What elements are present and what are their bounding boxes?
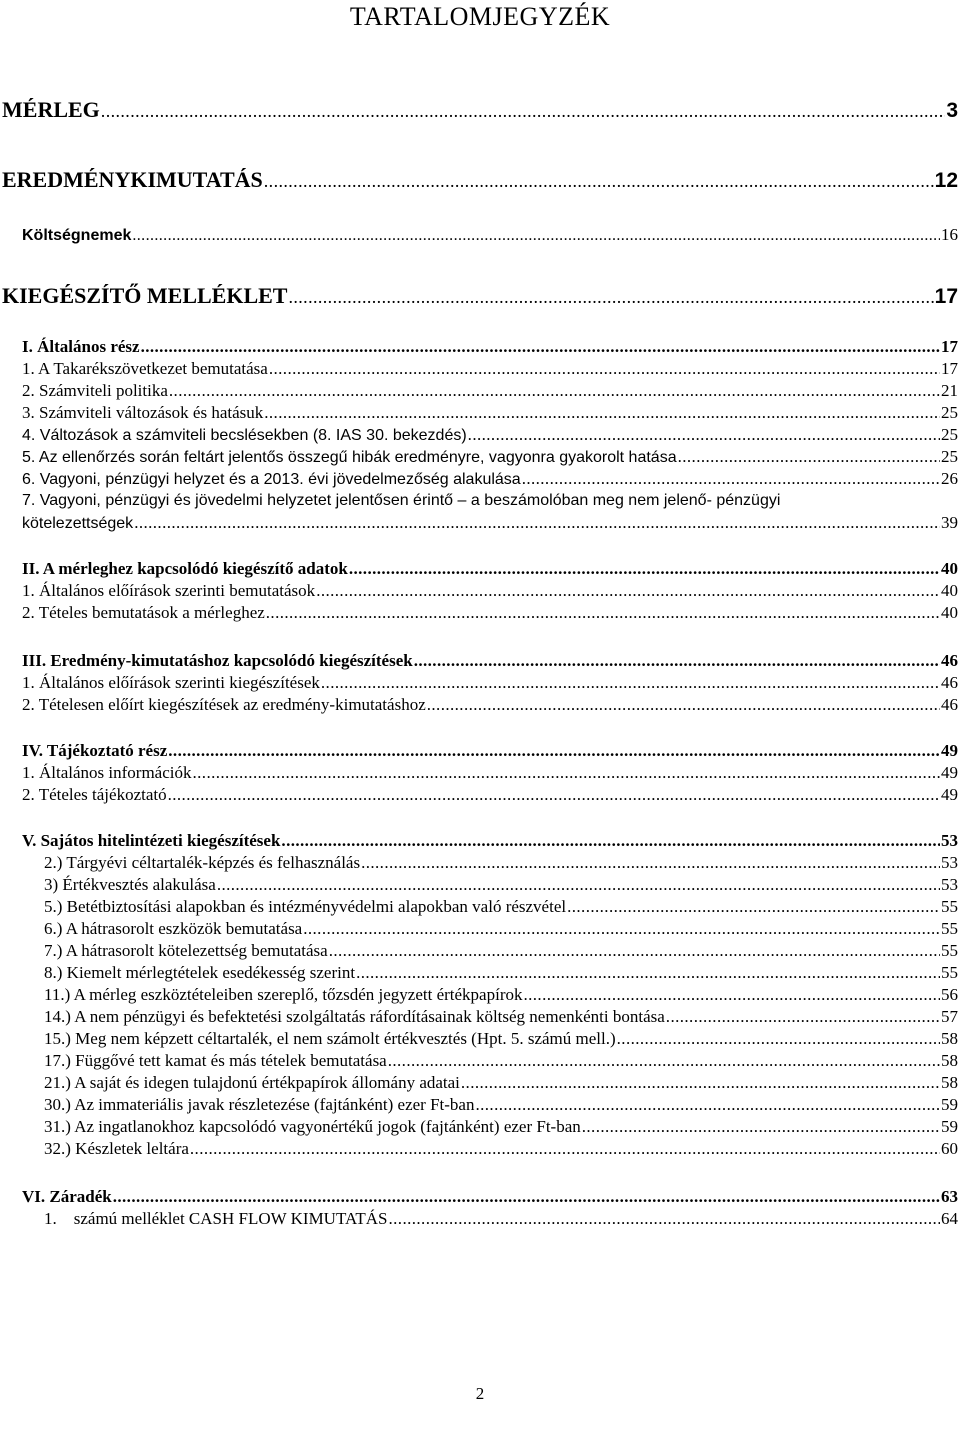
toc-page: 55 <box>941 897 958 916</box>
toc-label: VI. Záradék <box>22 1187 112 1206</box>
toc-item[interactable] <box>22 512 958 535</box>
toc-label: 1. számú melléklet CASH FLOW KIMUTATÁS <box>44 1209 388 1228</box>
toc-label: 1. Általános előírások szerinti bemutatások <box>22 581 316 600</box>
toc-section-5[interactable] <box>22 830 958 852</box>
dot-leader <box>168 784 940 806</box>
toc-page: 46 <box>941 651 958 670</box>
toc-label: III. Eredmény-kimutatáshoz kapcsolódó kiegészítések <box>22 651 413 670</box>
toc-item[interactable] <box>44 984 958 1006</box>
toc-item[interactable] <box>22 602 958 624</box>
dot-leader <box>266 602 940 624</box>
toc-label: 1. Általános információk <box>22 763 192 782</box>
dot-leader <box>168 740 940 762</box>
toc-item[interactable] <box>44 1050 958 1072</box>
toc-section-6[interactable] <box>22 1186 958 1208</box>
dot-leader <box>414 650 940 672</box>
toc-label: 21.) A saját és idegen tulajdonú értékpapírok állomány adatai <box>44 1073 460 1092</box>
toc-label: 3. Számviteli változások és hatásuk <box>22 403 264 422</box>
toc-entry-eredmenykimutatas[interactable] <box>2 166 958 195</box>
toc-page: 40 <box>941 603 958 622</box>
toc-page: 60 <box>941 1139 958 1158</box>
dot-leader <box>113 1186 940 1208</box>
dot-leader <box>193 762 941 784</box>
toc-page: 58 <box>941 1051 958 1070</box>
toc-item[interactable] <box>44 1138 958 1160</box>
toc-label: 5. Az ellenőrzés során feltárt jelentős összegű hibák eredményre, vagyonra gyakorolt hatása <box>22 449 677 466</box>
toc-page: 55 <box>941 919 958 938</box>
toc-label: KIEGÉSZÍTŐ MELLÉKLET <box>2 283 288 308</box>
dot-leader <box>522 468 940 490</box>
toc-section-3[interactable] <box>22 650 958 672</box>
toc-page: 40 <box>941 581 958 600</box>
toc-label: 5.) Betétbiztosítási alapokban és intézményvédelmi alapokban való részvétel <box>44 897 567 916</box>
dot-leader <box>141 336 940 358</box>
toc-item[interactable] <box>44 1072 958 1094</box>
dot-leader <box>264 402 940 424</box>
toc-page: 53 <box>941 853 958 872</box>
toc-label: 2. Tételes tájékoztató <box>22 785 167 804</box>
toc-page: 63 <box>941 1187 958 1206</box>
dot-leader <box>523 984 940 1006</box>
toc-item[interactable] <box>44 1028 958 1050</box>
toc-page: 53 <box>941 831 958 850</box>
toc-page: 21 <box>941 381 958 400</box>
dot-leader <box>329 940 940 962</box>
dot-leader <box>582 1116 940 1138</box>
toc-label: MÉRLEG <box>2 97 100 122</box>
toc-label: 2. Számviteli politika <box>22 381 168 400</box>
dot-leader <box>349 558 940 580</box>
dot-leader <box>316 580 940 602</box>
page-title: TARTALOMJEGYZÉK <box>349 2 611 31</box>
toc-entry-koltsegnemek[interactable] <box>22 224 958 247</box>
toc-label: V. Sajátos hitelintézeti kiegészítések <box>22 831 281 850</box>
dot-leader <box>169 380 940 402</box>
toc-label: IV. Tájékoztató rész <box>22 741 168 760</box>
toc-label: 8.) Kiemelt mérlegtételek esedékesség szerint <box>44 963 356 982</box>
toc-item[interactable] <box>44 1094 958 1116</box>
toc-page: 16 <box>941 225 958 244</box>
toc-page: 57 <box>941 1007 958 1026</box>
toc-item[interactable] <box>22 424 958 447</box>
toc-label: II. A mérleghez kapcsolódó kiegészítő adatok <box>22 559 348 578</box>
toc-label: kötelezettségek <box>22 515 134 532</box>
toc-item[interactable] <box>22 468 958 491</box>
toc-item[interactable] <box>44 1006 958 1028</box>
toc-item[interactable] <box>44 874 958 896</box>
toc-label: 30.) Az immateriális javak részletezése (fajtánként) ezer Ft-ban <box>44 1095 475 1114</box>
toc-item[interactable] <box>44 852 958 874</box>
toc-item[interactable] <box>22 784 958 806</box>
toc-label: Költségnemek <box>22 227 132 244</box>
toc-item[interactable] <box>44 940 958 962</box>
toc-item[interactable] <box>22 358 958 380</box>
toc-page: 25 <box>941 403 958 422</box>
toc-section-2[interactable] <box>22 558 958 580</box>
toc-item[interactable] <box>44 896 958 918</box>
toc-page: 49 <box>941 763 958 782</box>
toc-label: 17.) Függővé tett kamat és más tételek bemutatása <box>44 1051 387 1070</box>
toc-section-1[interactable] <box>22 336 958 358</box>
toc-item[interactable] <box>44 962 958 984</box>
toc-page: 55 <box>941 941 958 960</box>
dot-leader <box>264 167 934 195</box>
toc-page: 17 <box>934 285 958 308</box>
toc-page: 25 <box>941 425 958 444</box>
toc-page: 55 <box>941 963 958 982</box>
toc-label: 7.) A hátrasorolt kötelezettség bemutatása <box>44 941 328 960</box>
page-number: 2 <box>475 1384 485 1403</box>
toc-item[interactable] <box>22 762 958 784</box>
toc-page: 53 <box>941 875 958 894</box>
toc-page: 40 <box>941 559 958 578</box>
toc-label: 2. Tételes bemutatások a mérleghez <box>22 603 265 622</box>
toc-label: 2. Tételesen előírt kiegészítések az eredmény-kimutatáshoz <box>22 695 426 714</box>
toc-entry-kiegeszito-melleklet[interactable] <box>2 282 958 311</box>
dot-leader <box>269 358 940 380</box>
dot-leader <box>190 1138 940 1160</box>
toc-page: 17 <box>941 337 958 356</box>
dot-leader <box>567 896 940 918</box>
toc-item[interactable] <box>22 446 958 469</box>
toc-item[interactable] <box>22 402 958 424</box>
toc-page: 46 <box>941 673 958 692</box>
toc-entry-merleg[interactable] <box>2 96 958 125</box>
toc-label: 3) Értékvesztés alakulása <box>44 875 216 894</box>
dot-leader <box>389 1208 941 1230</box>
toc-item[interactable] <box>44 1208 958 1230</box>
dot-leader <box>388 1050 940 1072</box>
dot-leader <box>617 1028 940 1050</box>
toc-label: 2.) Tárgyévi céltartalék-képzés és felhasználás <box>44 853 361 872</box>
dot-leader <box>361 852 940 874</box>
toc-label: 31.) Az ingatlanokhoz kapcsolódó vagyonértékű jogok (fajtánként) ezer Ft-ban <box>44 1117 581 1136</box>
dot-leader <box>101 97 946 125</box>
dot-leader <box>475 1094 940 1116</box>
toc-item-7-line1[interactable]: 7. Vagyoni, pénzügyi és jövedelmi helyzetet jelentősen érintő – a beszámolóban meg nem jelenő- pénzügyi <box>22 492 781 509</box>
toc-page: 46 <box>941 695 958 714</box>
toc-item[interactable] <box>22 694 958 716</box>
toc-label: 14.) A nem pénzügyi és befektetési szolgáltatás ráfordításainak költség nemenkénti bontása <box>44 1007 665 1026</box>
toc-page: 17 <box>941 359 958 378</box>
dot-leader <box>666 1006 940 1028</box>
toc-page: 56 <box>941 985 958 1004</box>
toc-label: I. Általános rész <box>22 337 140 356</box>
toc-page: 59 <box>941 1095 958 1114</box>
toc-item[interactable] <box>22 672 958 694</box>
toc-page: 39 <box>941 513 958 532</box>
toc-page: 58 <box>941 1073 958 1092</box>
toc-page: 25 <box>941 447 958 466</box>
dot-leader <box>468 424 940 446</box>
toc-page: 3 <box>946 99 958 122</box>
toc-label: 6. Vagyoni, pénzügyi helyzet és a 2013. évi jövedelmezőség alakulása <box>22 471 521 488</box>
toc-page: 64 <box>941 1209 958 1228</box>
toc-label: 32.) Készletek leltára <box>44 1139 189 1158</box>
toc-page: 26 <box>941 469 958 488</box>
dot-leader <box>461 1072 940 1094</box>
toc-item[interactable] <box>44 918 958 940</box>
dot-leader <box>427 694 940 716</box>
toc-page: 49 <box>941 741 958 760</box>
toc-label: 6.) A hátrasorolt eszközök bemutatása <box>44 919 303 938</box>
toc-label: 1. A Takarékszövetkezet bemutatása <box>22 359 268 378</box>
toc-item[interactable] <box>22 580 958 602</box>
dot-leader <box>356 962 940 984</box>
dot-leader <box>678 446 940 468</box>
toc-page: 12 <box>934 169 958 192</box>
toc-page: 58 <box>941 1029 958 1048</box>
toc-label: 4. Változások a számviteli becslésekben (8. IAS 30. bekezdés) <box>22 427 467 444</box>
toc-label: 11.) A mérleg eszköztételeiben szereplő, tőzsdén jegyzett értékpapírok <box>44 985 523 1004</box>
toc-page: 59 <box>941 1117 958 1136</box>
toc-section-4[interactable] <box>22 740 958 762</box>
toc-label: 1. Általános előírások szerinti kiegészítések <box>22 673 320 692</box>
dot-leader <box>217 874 940 896</box>
toc-label: 15.) Meg nem képzett céltartalék, el nem számolt értékvesztés (Hpt. 5. számú mell.) <box>44 1029 616 1048</box>
toc-item[interactable] <box>44 1116 958 1138</box>
dot-leader <box>281 830 940 852</box>
dot-leader <box>288 283 933 311</box>
toc-page: 49 <box>941 785 958 804</box>
toc-item[interactable] <box>22 380 958 402</box>
toc-label: EREDMÉNYKIMUTATÁS <box>2 167 263 192</box>
dot-leader <box>132 225 940 247</box>
dot-leader <box>303 918 940 940</box>
dot-leader <box>134 512 940 534</box>
dot-leader <box>321 672 940 694</box>
